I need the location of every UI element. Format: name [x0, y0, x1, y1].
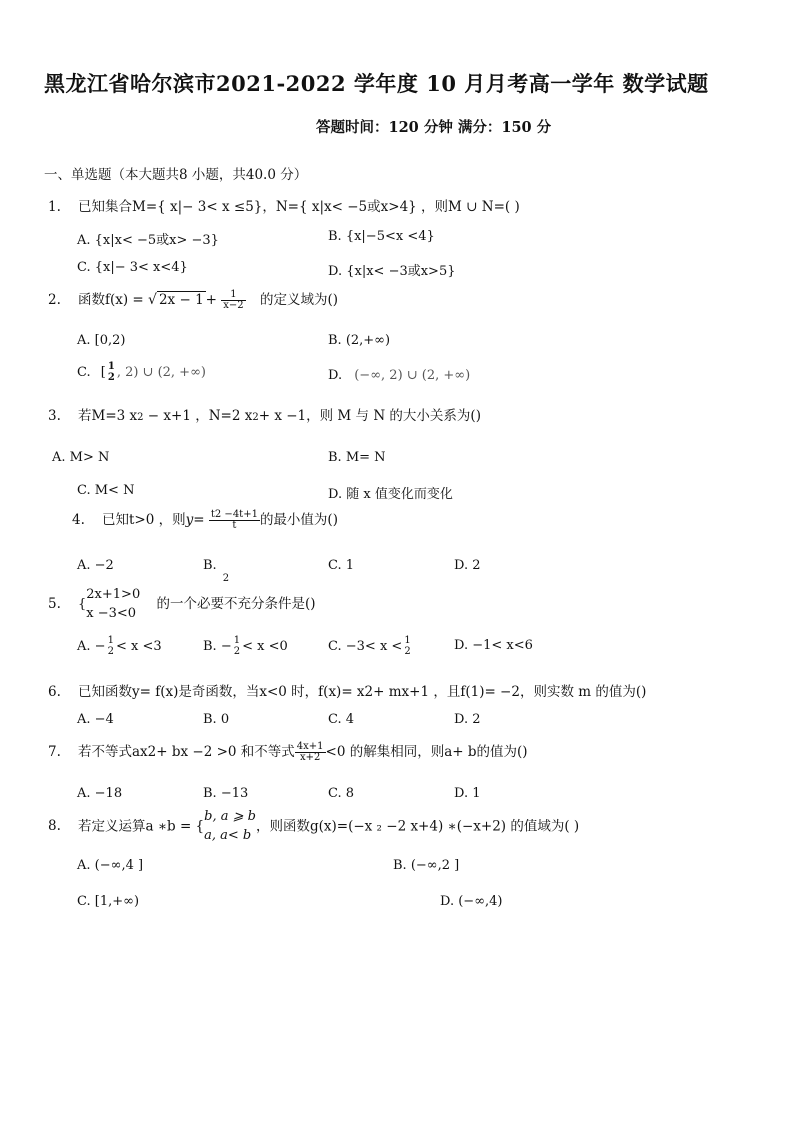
q2-option-b[interactable]: B. (2,+∞) [328, 333, 391, 348]
question-number: 1. [48, 199, 61, 215]
question-4: 4. 已知t>0 ，则y= $\frac{t2 -4t+1}{t}$ 的最小值为() [72, 508, 338, 531]
question-stem: 已知集合M={ x|− 3< x ≤5}，N={ x|x< −5或x>4} ，则M ∪ N=( ) [78, 199, 520, 215]
q1-option-c[interactable]: C. {x|− 3< x<4} [77, 260, 188, 275]
question-5: 5. { 2x+1>0 x −3<0 的一个必要不充分条件是() [48, 586, 316, 624]
q1-option-b[interactable]: B. {x|−5<x <4} [328, 229, 435, 244]
q5-option-c[interactable]: C. −3< x < 1 2 [328, 635, 411, 657]
question-stem-b: 的定义域为() [259, 292, 338, 308]
question-number: 5. [48, 596, 61, 613]
q5-option-d[interactable]: D. −1< x<6 [454, 638, 533, 653]
q2-option-c[interactable]: C. [ 1 2 , 2) ∪ (2, +∞) [77, 361, 206, 383]
question-8: 8. 若定义运算a ∗b = { b, a ⩾ b a, a< b ，则函数g(x)=(−x ₂ −2 x+4) ∗(−x+2) 的值域为( ) [48, 808, 579, 846]
q4-option-d[interactable]: D. 2 [454, 558, 481, 573]
q4-option-b[interactable]: $B._2$ [203, 558, 230, 584]
question-number: 6. [48, 684, 61, 700]
q4-option-c[interactable]: C. 1 [328, 558, 355, 573]
q8-option-a[interactable]: A. (−∞,4 ] [77, 858, 144, 873]
question-1 [48, 195, 520, 215]
q2-option-d[interactable]: D. (−∞, 2) ∪ (2, +∞) [328, 368, 471, 383]
fraction: $\frac{1}{x-2}$ [223, 288, 244, 311]
exam-info: 答题时间：120 分钟 满分：150 分 [316, 119, 552, 136]
question-number: 3. [48, 408, 61, 424]
q7-option-b[interactable]: B. −13 [203, 786, 249, 801]
inequality-system: 2x+1>0 x −3<0 [86, 587, 141, 621]
q6-option-d[interactable]: D. 2 [454, 712, 481, 727]
q3-option-b[interactable]: B. M= N [328, 450, 386, 465]
q5-option-a[interactable]: A. − 1 2 < x <3 [77, 635, 162, 657]
question-number: 4. [72, 512, 85, 528]
question-number: 8. [48, 818, 61, 835]
q1-option-a[interactable]: A. {x|x< −5或x> −3} [77, 233, 219, 248]
q5-option-b[interactable]: B. − 1 2 < x <0 [203, 635, 288, 657]
page-title: 黑龙江省哈尔滨市2021-2022 学年度 10 月月考高一学年 数学试题 [44, 71, 709, 96]
question-number: 7. [48, 744, 61, 760]
q7-option-a[interactable]: A. −18 [77, 786, 123, 801]
q7-option-c[interactable]: C. 8 [328, 786, 355, 801]
q1-option-d[interactable]: D. {x|x< −3或x>5} [328, 264, 456, 279]
sqrt-sign: √ [148, 292, 157, 308]
q8-option-b[interactable]: B. (−∞,2 ] [393, 858, 460, 873]
fraction: $\frac{4x+1}{x+2}$ [296, 740, 324, 763]
q3-option-c[interactable]: C. M< N [77, 483, 135, 498]
question-3: 3. 若M=3 x2 − x+1 ，N=2 x2+ x −1，则 M 与 N 的大小关系为() [48, 408, 481, 424]
q3-option-d[interactable]: D. 随 x 值变化而变化 [328, 487, 453, 502]
q6-option-a[interactable]: A. −4 [77, 712, 114, 727]
fraction-half: 1 2 [107, 361, 115, 383]
q8-option-c[interactable]: C. [1,+∞) [77, 894, 140, 909]
plus-sign: + [205, 292, 217, 308]
section-heading: 一、单选题（本大题共8 小题，共40.0 分） [44, 167, 308, 183]
q2-option-a[interactable]: A. [0,2) [77, 333, 126, 348]
question-6: 6. 已知函数y= f(x)是奇函数，当x<0 时，f(x)= x2+ mx+1 ，且f(1)= −2，则实数 m 的值为() [48, 684, 647, 700]
q6-option-b[interactable]: B. 0 [203, 712, 230, 727]
q7-option-d[interactable]: D. 1 [454, 786, 481, 801]
question-number: 2. [48, 292, 61, 308]
q3-option-a[interactable]: A. M> N [52, 450, 110, 465]
q4-option-a[interactable]: A. −2 [77, 558, 114, 573]
question-2 [48, 288, 338, 312]
question-7: 7. 若不等式ax2+ bx −2 >0 和不等式 $\frac{4x+1}{x+2}$ <0 的解集相同，则a+ b的值为() [48, 740, 528, 763]
fraction: $\frac{t2 -4t+1}{t}$ [210, 508, 258, 531]
question-stem-a: 函数f(x) = [78, 292, 149, 308]
sqrt-radicand: 2x − 1 [158, 292, 204, 308]
piecewise-definition: b, a ⩾ b a, a< b [204, 809, 256, 843]
q8-option-d[interactable]: D. (−∞,4) [440, 894, 503, 909]
q6-option-c[interactable]: C. 4 [328, 712, 355, 727]
